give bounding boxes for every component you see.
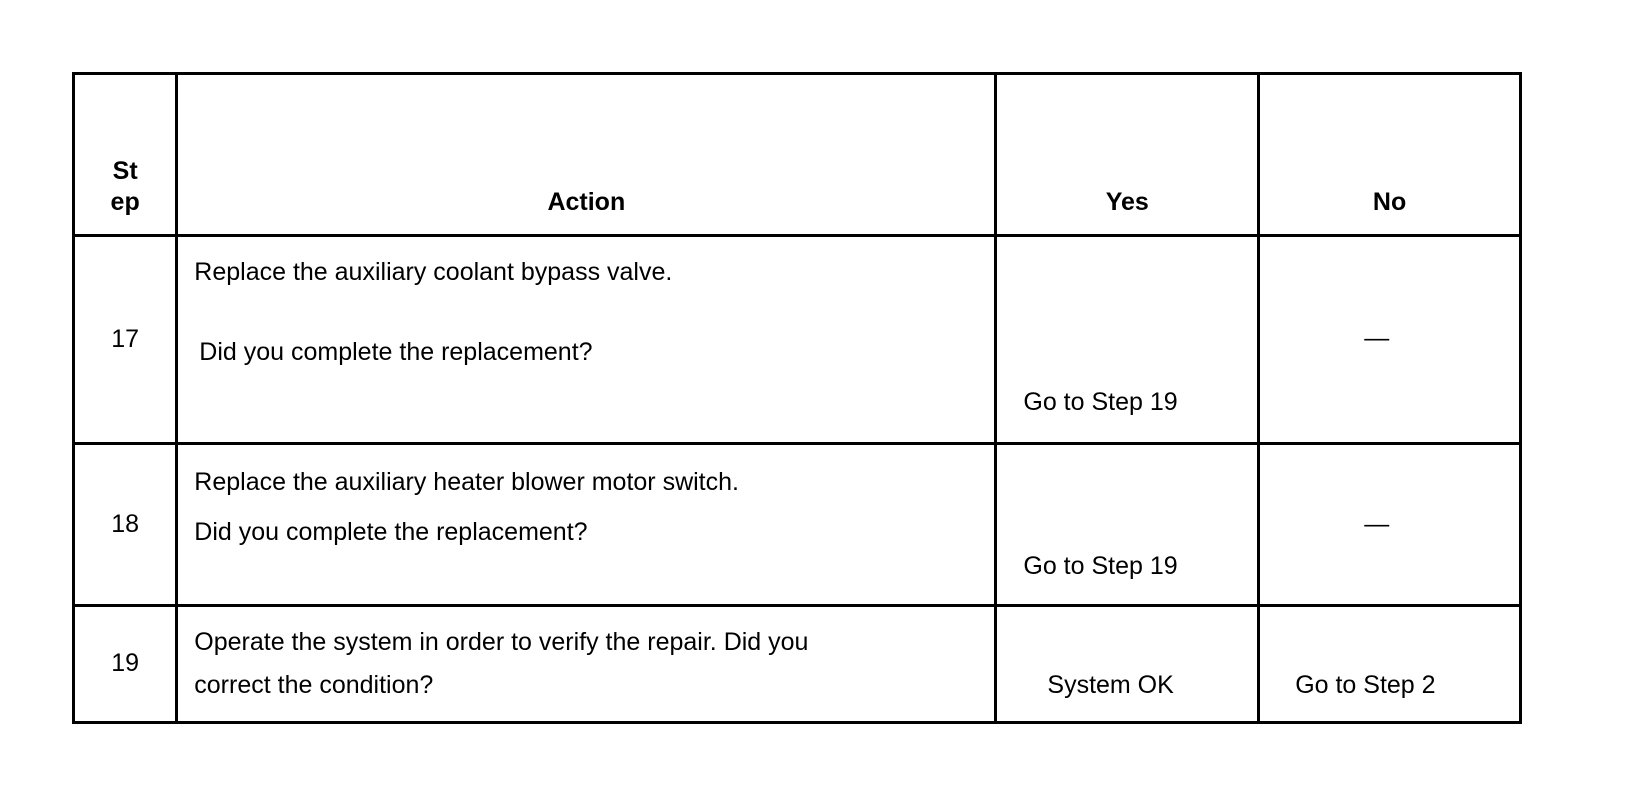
no-cell <box>1259 606 1521 723</box>
step-number: 17 <box>74 236 177 444</box>
action-line: Replace the auxiliary coolant bypass valve. <box>194 258 673 286</box>
header-step-line2: ep <box>110 187 140 216</box>
header-yes: Yes <box>996 74 1259 236</box>
no-cell <box>1259 444 1521 606</box>
table-row <box>74 236 1521 444</box>
yes-cell <box>996 236 1259 444</box>
header-action: Action <box>177 74 996 236</box>
table-row <box>74 444 1521 606</box>
no-result: — <box>1364 324 1390 352</box>
action-line: Operate the system in order to verify the repair. Did you <box>194 628 809 656</box>
no-result: — <box>1364 510 1390 538</box>
action-cell <box>177 236 996 444</box>
action-question: correct the condition? <box>194 671 434 699</box>
no-cell <box>1259 236 1521 444</box>
diagnostic-table <box>72 72 1522 724</box>
yes-cell <box>996 606 1259 723</box>
yes-cell <box>996 444 1259 606</box>
action-question: Did you complete the replacement? <box>194 518 588 546</box>
step-number: 19 <box>74 606 177 723</box>
action-cell <box>177 444 996 606</box>
yes-result: Go to Step 19 <box>1023 552 1178 580</box>
no-result: Go to Step 2 <box>1295 671 1436 699</box>
step-number: 18 <box>74 444 177 606</box>
header-no: No <box>1259 74 1521 236</box>
table-row <box>74 606 1521 723</box>
action-cell <box>177 606 996 723</box>
yes-result: Go to Step 19 <box>1023 388 1178 416</box>
action-question: Did you complete the replacement? <box>199 338 593 366</box>
header-step-line1: St <box>112 156 138 185</box>
header-row <box>74 74 1521 236</box>
header-step <box>74 74 177 236</box>
yes-result: System OK <box>1047 671 1174 699</box>
action-line: Replace the auxiliary heater blower motor switch. <box>194 468 739 496</box>
